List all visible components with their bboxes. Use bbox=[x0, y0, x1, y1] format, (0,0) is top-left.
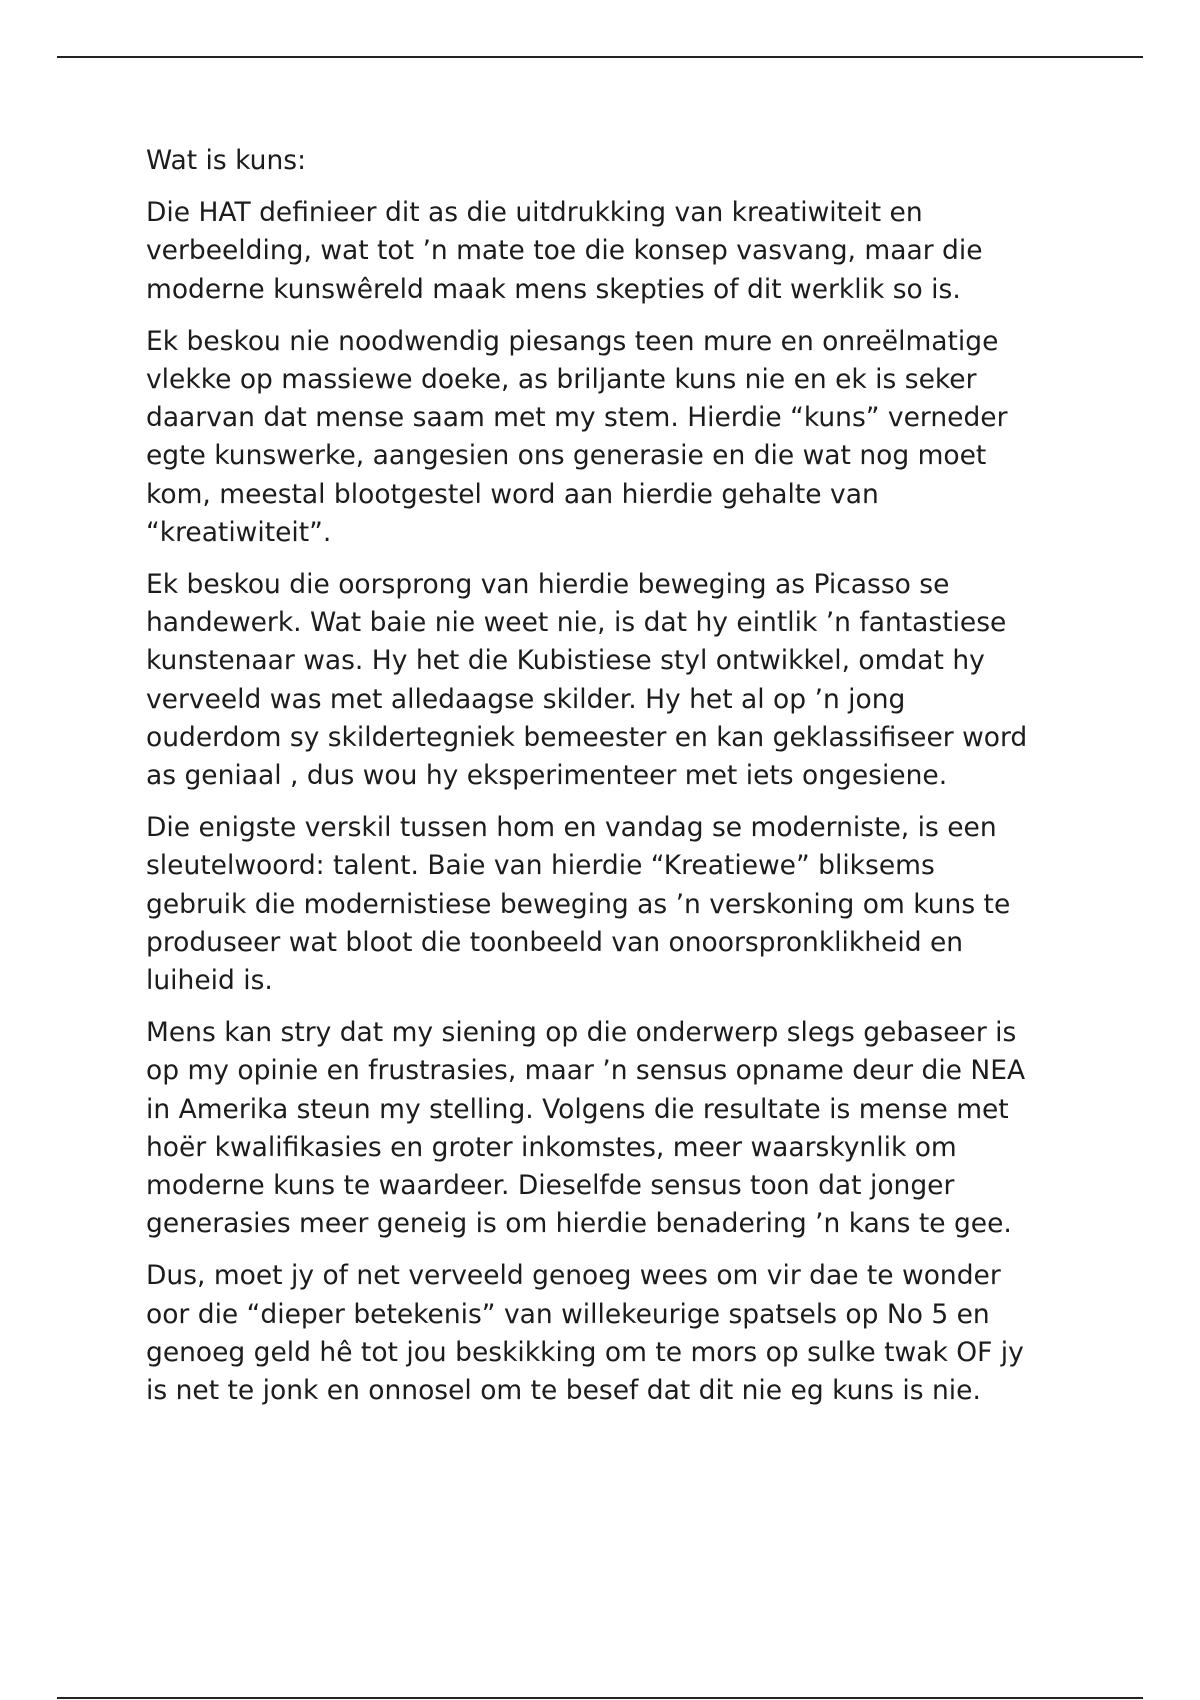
paragraph-line: as geniaal , dus wou hy eksperimenteer met iets ongesiene. bbox=[146, 760, 948, 792]
paragraph-line: egte kunswerke, aangesien ons generasie en die wat nog moet bbox=[146, 440, 987, 472]
paragraph-line: Ek beskou nie noodwendig piesangs teen mure en onreëlmatige bbox=[146, 325, 999, 357]
paragraph-line: in Amerika steun my stelling. Volgens die resultate is mense met bbox=[146, 1093, 1009, 1125]
paragraph-line: genoeg geld hê tot jou beskikking om te mors op sulke twak OF jy bbox=[146, 1336, 1024, 1368]
top-rule bbox=[57, 56, 1143, 58]
document-body bbox=[146, 142, 1106, 1424]
paragraph-line: sleutelwoord: talent. Baie van hierdie “Kreatiewe” bliksems bbox=[146, 850, 935, 882]
document-heading bbox=[146, 142, 1106, 180]
paragraph-line: op my opinie en frustrasies, maar ’n sensus opname deur die NEA bbox=[146, 1055, 1026, 1087]
paragraph-5 bbox=[146, 1014, 1106, 1243]
paragraph-1 bbox=[146, 194, 1106, 309]
paragraph-line: moderne kunswêreld maak mens skepties of dit werklik so is. bbox=[146, 273, 961, 305]
paragraph-line: kunstenaar was. Hy het die Kubistiese styl ontwikkel, omdat hy bbox=[146, 645, 985, 677]
paragraph-line: hoër kwalifikasies en groter inkomstes, meer waarskynlik om bbox=[146, 1131, 957, 1163]
paragraph-line: vlekke op massiewe doeke, as briljante kuns nie en ek is seker bbox=[146, 364, 977, 396]
paragraph-line: verbeelding, wat tot ’n mate toe die konsep vasvang, maar die bbox=[146, 235, 983, 267]
paragraph-line: oor die “dieper betekenis” van willekeurige spatsels op No 5 en bbox=[146, 1298, 990, 1330]
paragraph-line: luiheid is. bbox=[146, 965, 273, 997]
paragraph-line: gebruik die modernistiese beweging as ’n verskoning om kuns te bbox=[146, 888, 1011, 920]
paragraph-line: Ek beskou die oorsprong van hierdie beweging as Picasso se bbox=[146, 569, 950, 601]
paragraph-line: is net te jonk en onnosel om te besef dat dit nie eg kuns is nie. bbox=[146, 1375, 981, 1407]
paragraph-line: Die enigste verskil tussen hom en vandag se moderniste, is een bbox=[146, 812, 997, 844]
paragraph-3 bbox=[146, 566, 1106, 795]
heading-text: Wat is kuns: bbox=[146, 145, 307, 176]
bottom-rule bbox=[57, 1697, 1143, 1699]
paragraph-line: moderne kuns te waardeer. Dieselfde sensus toon dat jonger bbox=[146, 1170, 955, 1202]
paragraph-line: Dus, moet jy of net verveeld genoeg wees om vir dae te wonder bbox=[146, 1260, 1001, 1292]
paragraph-line: verveeld was met alledaagse skilder. Hy het al op ’n jong bbox=[146, 683, 906, 715]
paragraph-line: handewerk. Wat baie nie weet nie, is dat hy eintlik ’n fantastiese bbox=[146, 607, 1007, 639]
paragraph-line: Die HAT definieer dit as die uitdrukking van kreatiwiteit en bbox=[146, 197, 923, 229]
paragraph-2 bbox=[146, 323, 1106, 552]
paragraph-4 bbox=[146, 809, 1106, 1000]
paragraph-line: ouderdom sy skildertegniek bemeester en kan geklassifiseer word bbox=[146, 721, 1028, 753]
paragraph-line: Mens kan stry dat my siening op die onderwerp slegs gebaseer is bbox=[146, 1017, 1017, 1049]
paragraph-line: produseer wat bloot die toonbeeld van onoorspronklikheid en bbox=[146, 926, 964, 958]
paragraph-line: “kreatiwiteit”. bbox=[146, 516, 332, 548]
paragraph-line: generasies meer geneig is om hierdie benadering ’n kans te gee. bbox=[146, 1208, 1012, 1240]
paragraph-6 bbox=[146, 1257, 1106, 1410]
paragraph-line: daarvan dat mense saam met my stem. Hierdie “kuns” verneder bbox=[146, 402, 1008, 434]
paragraph-line: kom, meestal blootgestel word aan hierdie gehalte van bbox=[146, 478, 879, 510]
